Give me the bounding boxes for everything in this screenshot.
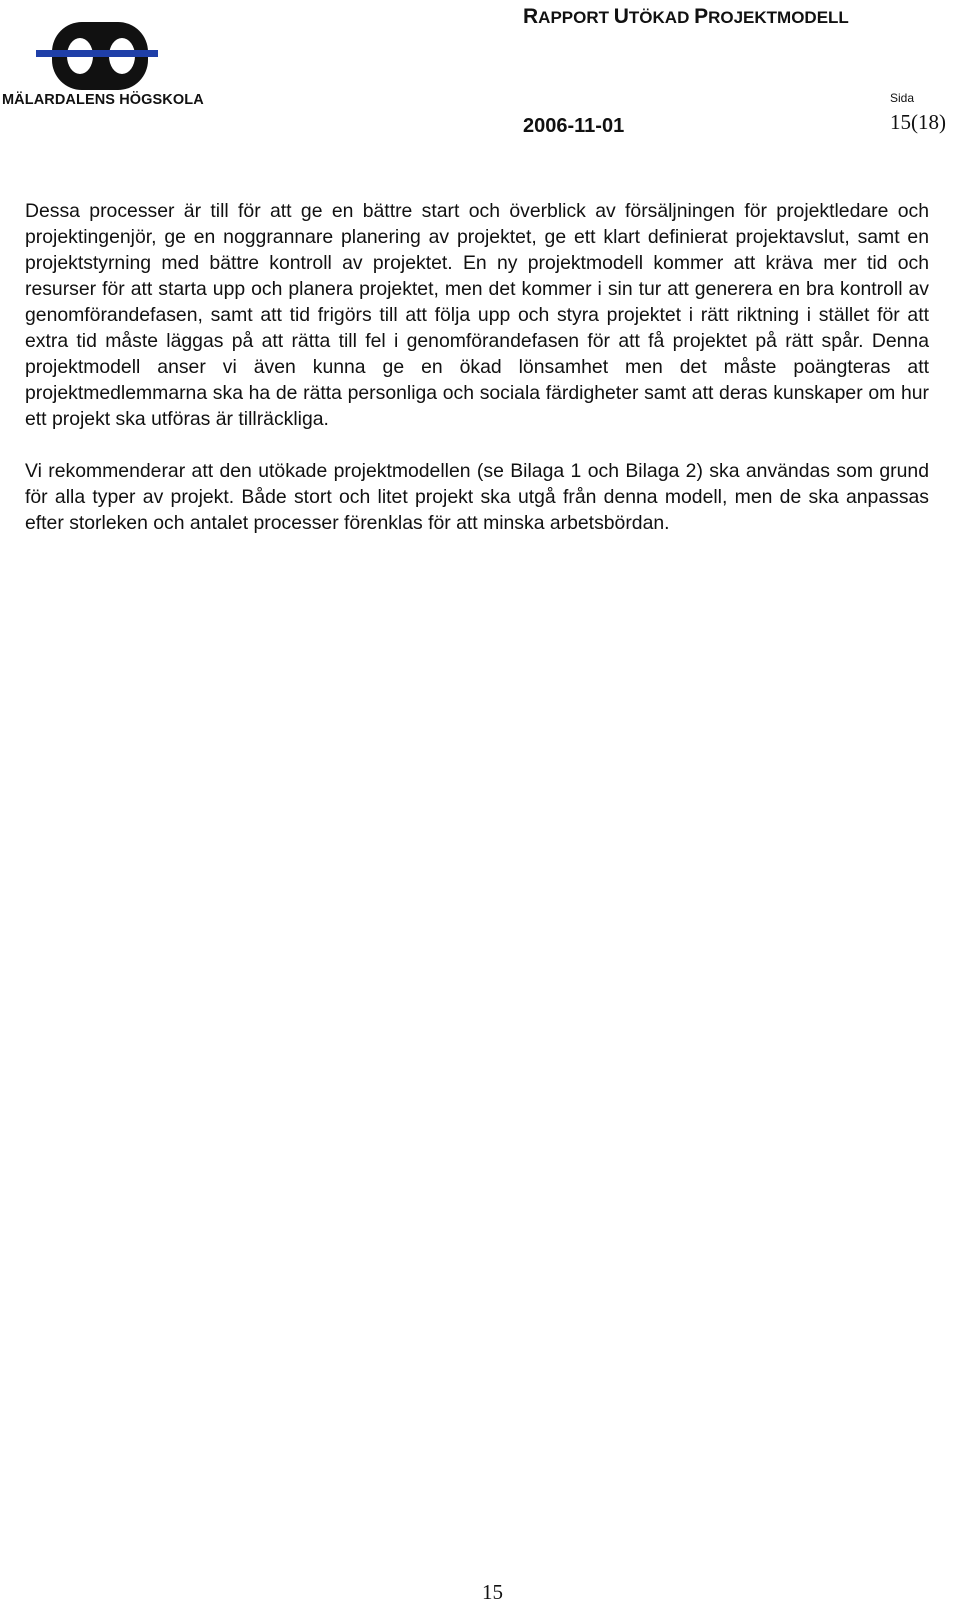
title-word: APPORT bbox=[538, 8, 614, 27]
report-date: 2006-11-01 bbox=[523, 115, 625, 137]
page-number bbox=[0, 1580, 960, 1605]
university-name: MÄLARDALENS HÖGSKOLA bbox=[2, 92, 204, 108]
university-emblem-icon bbox=[32, 18, 162, 94]
report-title bbox=[523, 5, 849, 29]
title-word: ROJEKTMODELL bbox=[708, 8, 849, 27]
page-count: 15(18) bbox=[890, 110, 946, 134]
title-initial: U bbox=[613, 5, 629, 28]
page-label: Sida bbox=[890, 91, 915, 105]
university-logo bbox=[2, 14, 212, 118]
title-initial: P bbox=[694, 5, 709, 28]
body-text bbox=[25, 198, 929, 536]
title-initial: R bbox=[523, 5, 539, 28]
paragraph: Vi rekommenderar att den utökade projektmodellen (se Bilaga 1 och Bilaga 2) ska användas som grund för alla typer av projekt. Både stort och litet projekt ska utgå från denna modell, men de ska anpassas efter storleken och antalet processer förenklas för att minska arbetsbördan. bbox=[25, 460, 929, 534]
title-word: TÖKAD bbox=[628, 8, 695, 27]
paragraph: Dessa processer är till för att ge en bättre start och överblick av försäljningen för projektledare och projektingenjör, ge en noggrannare planering av projektet, ge ett klart definierat projektavslut, samt en projektstyrning med bättre kontroll av projektet. En ny projektmodell kommer att kräva mer tid och resurser för att starta upp och planera projektet, men det kommer i sin tur att generera en bra kontroll av genomförandefasen, samt att tid frigörs till att följa upp och styra projektet i rätt riktning i stället för att extra tid måste läggas på att rätta till fel i genomförandefasen för att få projektet på rätt spår. Denna projektmodell anser vi även kunna ge en ökad lönsamhet men det måste poängteras att projektmedlemmarna ska ha de rätta personliga och sociala färdigheter samt att deras kunskaper om hur ett projekt ska utföras är tillräckliga. bbox=[25, 200, 929, 430]
page-number-value: 15 bbox=[482, 1580, 503, 1604]
